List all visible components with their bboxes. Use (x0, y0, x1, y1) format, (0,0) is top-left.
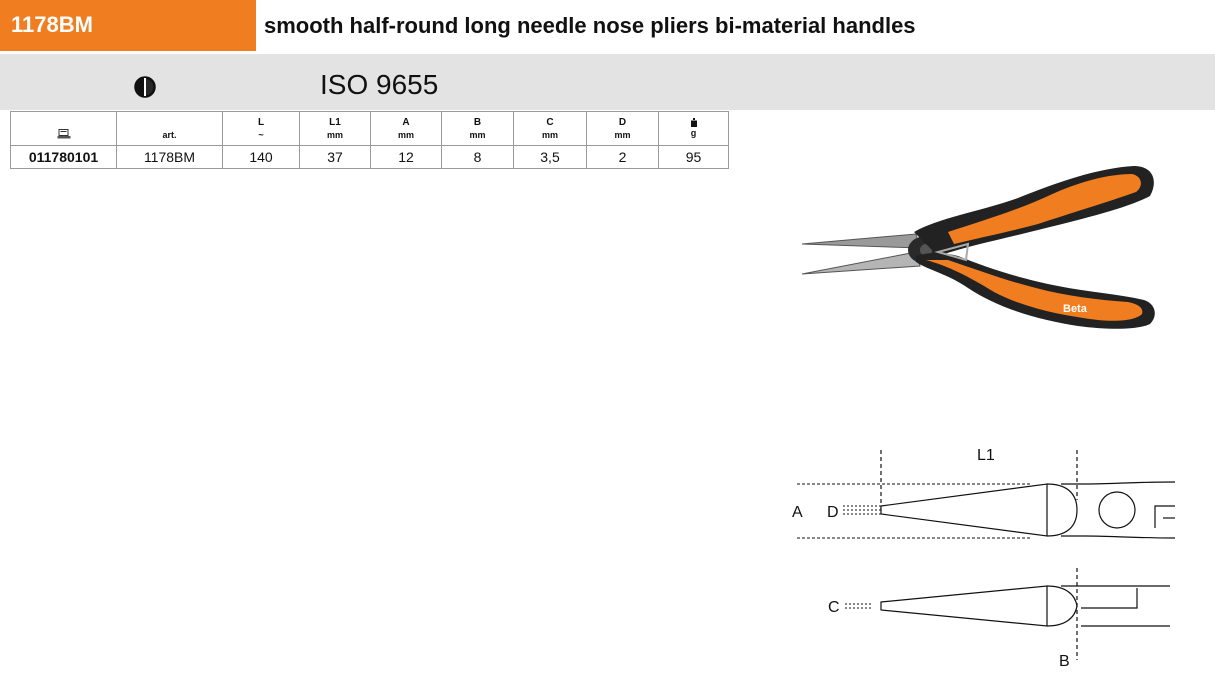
header-C: C mm (514, 112, 587, 146)
brand-mark: Beta (1063, 303, 1087, 315)
half-filled-circle-icon (134, 76, 156, 98)
product-code: 1178BM (11, 12, 93, 37)
table-header-row (11, 112, 729, 146)
cell-L1: 37 (300, 146, 371, 169)
spec-table (10, 111, 729, 169)
label-D: D (827, 504, 839, 521)
header-L1: L1 mm (300, 112, 371, 146)
header-weight: g (659, 112, 729, 146)
header-catalog (11, 112, 117, 146)
cell-A: 12 (371, 146, 442, 169)
iso-standard: ISO 9655 (320, 69, 439, 100)
cell-art: 1178BM (117, 146, 223, 169)
catalog-icon (57, 129, 71, 139)
standard-band (0, 54, 1215, 110)
label-C: C (828, 599, 840, 616)
cell-weight: 95 (659, 146, 729, 169)
label-A: A (792, 504, 803, 521)
header-A: A mm (371, 112, 442, 146)
product-code-box (0, 0, 256, 51)
technical-drawing (785, 440, 1185, 675)
label-B: B (1059, 653, 1070, 670)
cell-L: 140 (223, 146, 300, 169)
cell-B: 8 (442, 146, 514, 169)
table-row (11, 146, 729, 169)
cell-D: 2 (587, 146, 659, 169)
header-art: art. (117, 112, 223, 146)
header-L: L ~ (223, 112, 300, 146)
product-title: smooth half-round long needle nose pliers bi-material handles (264, 13, 916, 38)
header-D: D mm (587, 112, 659, 146)
label-L1: L1 (977, 447, 995, 464)
header-B: B mm (442, 112, 514, 146)
cell-C: 3,5 (514, 146, 587, 169)
weight-icon (690, 118, 698, 127)
header (0, 0, 1215, 51)
cell-code: 011780101 (11, 146, 117, 169)
pliers-photo (798, 160, 1158, 355)
